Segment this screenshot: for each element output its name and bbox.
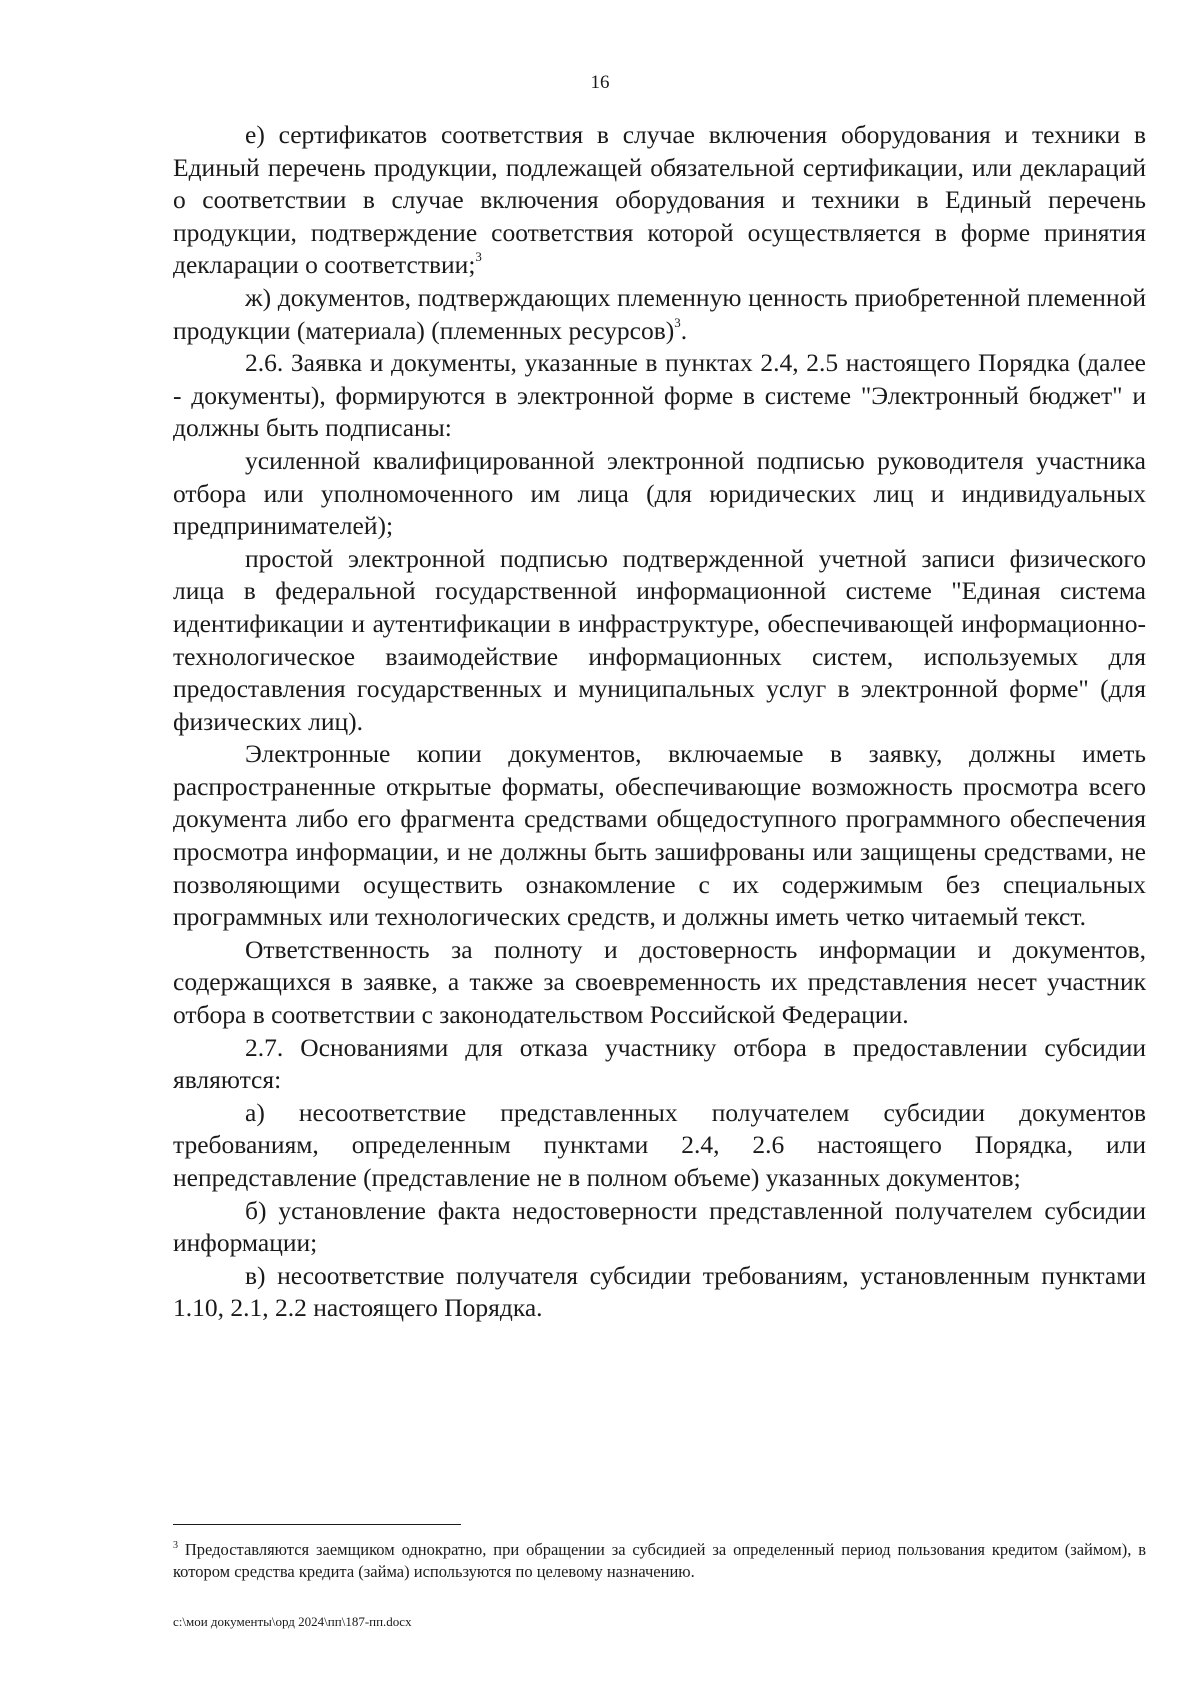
- footnote-marker: 3: [173, 1540, 178, 1551]
- paragraph-item-a: а) несоответствие представленных получателем субсидии документов требованиям, определенным пунктами 2.4, 2.6 настоящего Порядка, или непредставление (представление не в полном объеме) указанных документов;: [173, 1097, 1146, 1192]
- footnote-reference: 3: [674, 314, 681, 330]
- paragraph-item-b: б) установление факта недостоверности представленной получателем субсидии информации;: [173, 1195, 1146, 1258]
- paragraph-simple-signature: простой электронной подписью подтвержденной учетной записи физического лица в федеральной государственной информационной системе "Единая система идентификации и аутентификации в инфраструктуре, обеспечивающей информационно-технологическое взаимодействие информационных систем, используемых для предоставления государственных и муниципальных услуг в электронной форме" (для физических лиц).: [173, 543, 1146, 736]
- page-number: 16: [590, 72, 610, 93]
- paragraph-electronic-copies: Электронные копии документов, включаемые в заявку, должны иметь распространенные открытые форматы, обеспечивающие возможность просмотра всего документа либо его фрагмента средствами общедоступного программного обеспечения просмотра информации, и не должны быть зашифрованы или защищены средствами, не позволяющими осуществить ознакомление с их содержимым без специальных программных или технологических средств, и должны иметь четко читаемый текст.: [173, 739, 1146, 932]
- paragraph-responsibility: Ответственность за полноту и достоверность информации и документов, содержащихся в заявке, а также за своевременность их представления несет участник отбора в соответствии с законодательством Российской Федерации.: [173, 934, 1146, 1030]
- paragraph-item-v: в) несоответствие получателя субсидии требованиям, установленным пунктами 1.10, 2.1, 2.2 настоящего Порядка.: [173, 1260, 1146, 1323]
- file-path: c:\мои документы\орд 2024\пп\187-пп.docx: [173, 1614, 412, 1629]
- footnote-reference: 3: [475, 249, 482, 265]
- paragraph-certificates: е) сертификатов соответствия в случае включения оборудования и техники в Единый перечень продукции, подлежащей обязательной сертификации, или деклараций о соответствии в случае включения оборудования и техники в Единый перечень продукции, подтверждение соответствия которой осуществляется в форме принятия декларации о соответствии;$^3$: [173, 120, 1146, 280]
- paragraph-2-7-grounds: 2.7. Основаниями для отказа участнику отбора в предоставлении субсидии являются:: [173, 1032, 1146, 1095]
- footnote-separator: [173, 1524, 461, 1525]
- paragraph-qualified-signature: усиленной квалифицированной электронной подписью руководителя участника отбора или уполномоченного им лица (для юридических лиц и индивидуальных предпринимателей);: [173, 445, 1146, 541]
- footnote-text: Предоставляются заемщиком однократно, при обращении за субсидией за определенный период пользования кредитом (займом), в котором средства кредита (займа) используются по целевому назначению.: [173, 1540, 1146, 1581]
- footnote: [173, 1539, 1146, 1583]
- paragraph-breeding-documents: ж) документов, подтверждающих племенную ценность приобретенной племенной продукции (материала) (племенных ресурсов)$^3$.: [173, 282, 1146, 345]
- paragraph-2-6-application: 2.6. Заявка и документы, указанные в пунктах 2.4, 2.5 настоящего Порядка (далее - документы), формируются в электронной форме в системе "Электронный бюджет" и должны быть подписаны:: [173, 348, 1146, 443]
- document-body: [173, 119, 1146, 1325]
